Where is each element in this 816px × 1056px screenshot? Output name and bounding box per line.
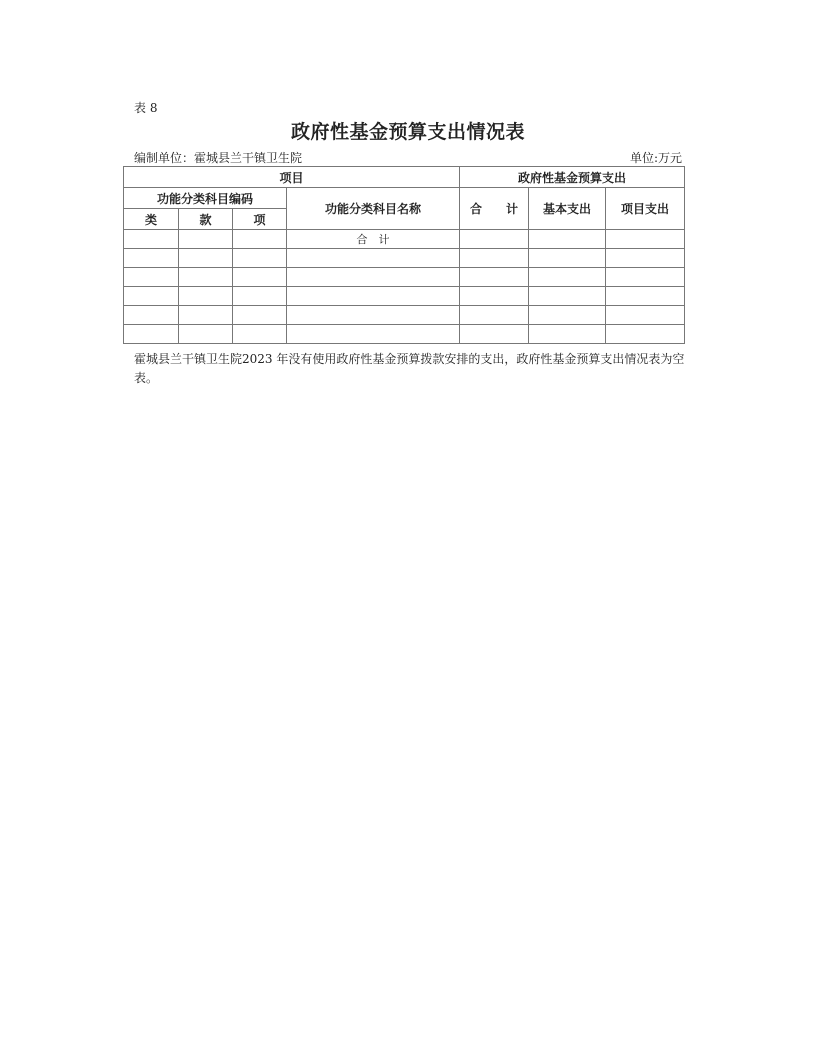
document-title: 政府性基金预算支出情况表: [290, 121, 525, 143]
header-kuan: 款: [179, 209, 233, 230]
cell-project: [606, 230, 685, 249]
table-row: [124, 287, 685, 306]
cell-name: [287, 268, 460, 287]
cell-kuan: [179, 230, 233, 249]
cell-basic: [529, 268, 606, 287]
cell-project: [606, 325, 685, 344]
cell-total: [460, 306, 529, 325]
cell-total: [460, 230, 529, 249]
cell-kuan: [179, 306, 233, 325]
cell-kuan: [179, 268, 233, 287]
cell-lei: [124, 287, 179, 306]
header-xiang: 项: [233, 209, 287, 230]
header-function-name: 功能分类科目名称: [287, 188, 460, 230]
header-basic-expenditure: 基本支出: [529, 188, 606, 230]
cell-basic: [529, 249, 606, 268]
cell-xiang: [233, 325, 287, 344]
table-row: [124, 249, 685, 268]
cell-xiang: [233, 306, 287, 325]
table-row: [124, 230, 685, 249]
cell-lei: [124, 268, 179, 287]
cell-name: [287, 306, 460, 325]
budget-table: [123, 166, 685, 344]
currency-unit: 单位:万元: [629, 151, 682, 165]
cell-lei: [124, 230, 179, 249]
cell-xiang: [233, 268, 287, 287]
header-project: 项目: [124, 167, 460, 188]
cell-lei: [124, 249, 179, 268]
table-row: [124, 268, 685, 287]
cell-basic: [529, 325, 606, 344]
meta-row: [134, 149, 682, 166]
cell-xiang: [233, 230, 287, 249]
compiling-unit: 编制单位：霍城县兰干镇卫生院: [134, 151, 303, 165]
cell-xiang: [233, 287, 287, 306]
header-project-expenditure: 项目支出: [606, 188, 685, 230]
cell-project: [606, 287, 685, 306]
cell-kuan: [179, 249, 233, 268]
cell-name: [287, 249, 460, 268]
cell-project: [606, 306, 685, 325]
header-total: 合 计: [460, 188, 529, 230]
cell-name: [287, 325, 460, 344]
cell-project: [606, 268, 685, 287]
cell-total: [460, 268, 529, 287]
cell-kuan: [179, 325, 233, 344]
cell-lei: [124, 325, 179, 344]
table-row: [124, 306, 685, 325]
cell-lei: [124, 306, 179, 325]
cell-basic: [529, 287, 606, 306]
cell-name: 合 计: [287, 230, 460, 249]
cell-total: [460, 325, 529, 344]
cell-kuan: [179, 287, 233, 306]
cell-name: [287, 287, 460, 306]
header-gov-fund-expenditure: 政府性基金预算支出: [460, 167, 685, 188]
cell-project: [606, 249, 685, 268]
cell-basic: [529, 306, 606, 325]
cell-basic: [529, 230, 606, 249]
cell-total: [460, 287, 529, 306]
header-lei: 类: [124, 209, 179, 230]
cell-total: [460, 249, 529, 268]
cell-xiang: [233, 249, 287, 268]
table-row: [124, 325, 685, 344]
table-number-label: 表 8: [134, 101, 158, 115]
header-function-code: 功能分类科目编码: [124, 188, 287, 209]
explanatory-note: 霍城县兰干镇卫生院2023 年没有使用政府性基金预算拨款安排的支出，政府性基金预算支出情况表为空表。: [134, 352, 685, 385]
